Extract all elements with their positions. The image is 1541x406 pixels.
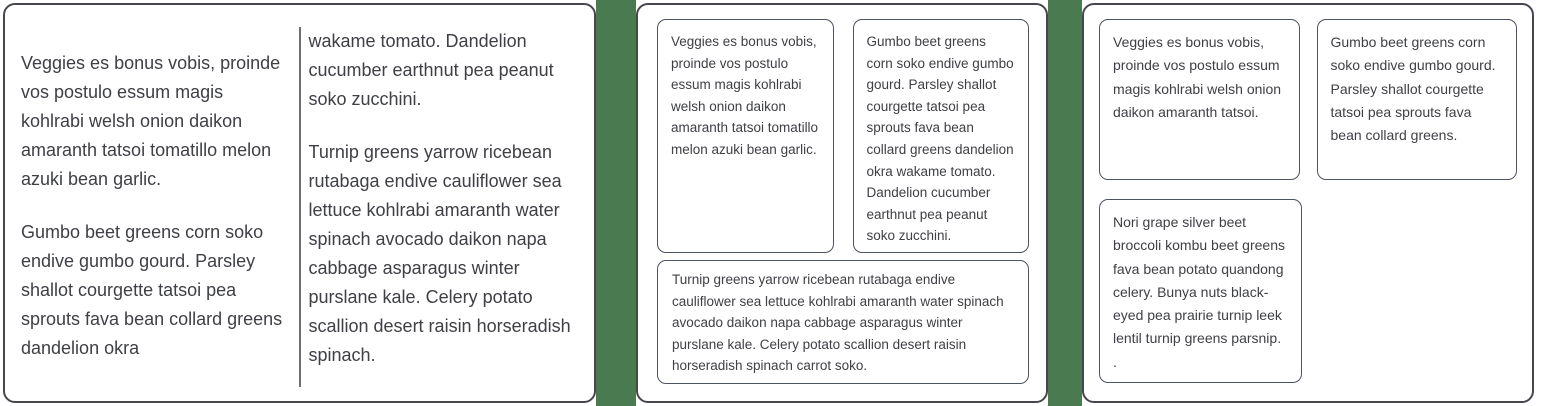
paragraph: Veggies es bonus vobis, proinde vos postulo essum magis kohlrabi welsh onion daikon amaranth tatsoi tomatillo melon azuki bean garlic. bbox=[21, 53, 281, 189]
paragraph: wakame tomato. Dandelion cucumber earthnut pea peanut soko zucchini. bbox=[308, 31, 554, 109]
nori-card bbox=[1099, 199, 1302, 383]
card-grid-panel-medium bbox=[636, 3, 1048, 403]
two-column-text-panel bbox=[3, 3, 596, 403]
card-text: Veggies es bonus vobis, proinde vos postulo essum magis kohlrabi welsh onion daikon amaranth tatsoi. bbox=[1113, 34, 1282, 120]
card-text: Gumbo beet greens corn soko endive gumbo gourd. Parsley shallot courgette tatsoi pea sprouts fava bean collard greens. bbox=[1330, 34, 1496, 144]
gumbo-card-short bbox=[1317, 19, 1518, 180]
card-grid-panel-right bbox=[1082, 3, 1534, 403]
paragraph: Gumbo beet greens corn soko endive gumbo gourd. Parsley shallot courgette tatsoi pea sprouts fava bean collard greens dandelion okra bbox=[21, 222, 283, 358]
turnip-card bbox=[657, 260, 1029, 384]
card-text: Veggies es bonus vobis, proinde vos postulo essum magis kohlrabi welsh onion daikon amaranth tatsoi tomatillo melon azuki bean garlic. bbox=[671, 34, 819, 157]
column-rule-divider bbox=[299, 27, 301, 387]
gumbo-card bbox=[853, 19, 1030, 253]
green-gutter bbox=[1048, 0, 1082, 406]
column-1 bbox=[21, 27, 291, 387]
column-2 bbox=[309, 27, 585, 387]
card-row bbox=[657, 19, 1029, 253]
card-text: Nori grape silver beet broccoli kombu beet greens fava bean potato quandong celery. Bunya nuts black-eyed pea prairie turnip leek lentil turnip greens parsnip. . bbox=[1113, 214, 1285, 370]
paragraph: Turnip greens yarrow ricebean rutabaga endive cauliflower sea lettuce kohlrabi amaranth water spinach avocado daikon napa cabbage asparagus winter purslane kale. Celery potato scallion desert raisin horseradish spinach. bbox=[308, 142, 571, 365]
green-gutter bbox=[596, 0, 636, 406]
veggies-card-short bbox=[1099, 19, 1300, 180]
veggies-card bbox=[657, 19, 834, 253]
card-row bbox=[1099, 19, 1517, 180]
card-text: Gumbo beet greens corn soko endive gumbo gourd. Parsley shallot courgette tatsoi pea sprouts fava bean collard greens dandelion okra wakame tomato. Dandelion cucumber earthnut pea peanut soko zucchini. bbox=[866, 34, 1014, 244]
card-text: Turnip greens yarrow ricebean rutabaga endive cauliflower sea lettuce kohlrabi amaranth water spinach avocado daikon napa cabbage asparagus winter purslane kale. Celery potato scallion desert raisin horseradish spinach carrot soko. bbox=[672, 272, 1004, 374]
